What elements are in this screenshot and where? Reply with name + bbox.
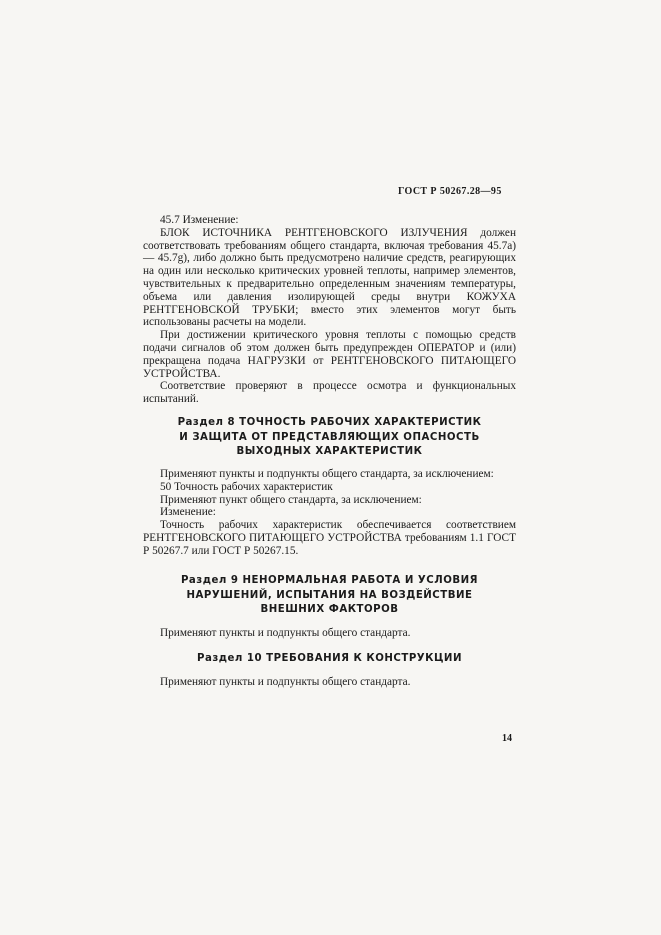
page-number: 14 <box>502 733 512 744</box>
clause-heading: 45.7 Изменение: <box>160 214 239 226</box>
section-10-title <box>143 652 516 667</box>
section-9-body <box>143 627 516 640</box>
section-8-paragraph-1: Применяют пункты и подпункты общего стандарта, за исключением: <box>160 468 494 480</box>
section-9-title-line-1: Раздел 9 НЕНОРМАЛЬНАЯ РАБОТА И УСЛОВИЯ <box>180 575 479 586</box>
section-9-title-line-3: ВНЕШНИХ ФАКТОРОВ <box>260 604 399 615</box>
standard-header: ГОСТ Р 50267.28—95 <box>398 186 502 197</box>
clause-45-7 <box>143 214 516 406</box>
section-8-paragraph-4: Изменение: <box>160 506 216 519</box>
section-8-title-line-2: И ЗАЩИТА ОТ ПРЕДСТАВЛЯЮЩИХ ОПАСНОСТЬ <box>179 431 480 443</box>
section-10-body <box>143 676 516 689</box>
section-10-paragraph-1: Применяют пункты и подпункты общего стандарта. <box>160 676 411 688</box>
clause-paragraph-3: Соответствие проверяют в процессе осмотра и функциональных испытаний. <box>143 380 516 406</box>
clause-paragraph-2: При достижении критического уровня теплоты с помощью средств подачи сигналов об этом должен быть предупрежден ОПЕРАТОР и (или) прекращена подача НАГРУЗКИ от РЕНТГЕНОВСКОГО ПИТАЮЩЕГО УСТРОЙСТВА. <box>143 329 516 380</box>
section-9-title <box>143 574 516 618</box>
section-8-title <box>143 416 516 460</box>
clause-paragraph-1: БЛОК ИСТОЧНИКА РЕНТГЕНОВСКОГО ИЗЛУЧЕНИЯ должен соответствовать требованиям общего стандарта, включая требования 45.7а) — 45.7g), либо должно быть предусмотрено наличие средств, реагирующих на один или несколько критических уровней теплоты, например элементов, чувствительных к предварительно определенным значениям температуры, объема или давления изолирующей среды внутри КОЖУХА РЕНТГЕНОВСКОЙ ТРУБКИ; вместо этих элементов могут быть использованы расчеты на модели. <box>143 226 516 329</box>
section-8-paragraph-2: 50 Точность рабочих характеристик <box>160 480 333 493</box>
section-8-paragraph-5: Точность рабочих характеристик обеспечивается соответствием РЕНТГЕНОВСКОГО ПИТАЮЩЕГО УСТРОЙСТВА требованиям 1.1 ГОСТ Р 50267.7 или ГОСТ Р 50267.15. <box>143 519 516 557</box>
section-9-paragraph-1: Применяют пункты и подпункты общего стандарта. <box>160 627 411 639</box>
section-10-title-line: Раздел 10 ТРЕБОВАНИЯ К КОНСТРУКЦИИ <box>197 653 462 664</box>
section-8-title-line-1: Раздел 8 ТОЧНОСТЬ РАБОЧИХ ХАРАКТЕРИСТИК <box>177 417 482 428</box>
section-8-body <box>143 468 516 558</box>
section-8-paragraph-3: Применяют пункт общего стандарта, за исключением: <box>160 493 422 506</box>
section-8-title-line-3: ВЫХОДНЫХ ХАРАКТЕРИСТИК <box>236 446 423 457</box>
section-9-title-line-2: НАРУШЕНИЙ, ИСПЫТАНИЯ НА ВОЗДЕЙСТВИЕ <box>186 589 473 601</box>
